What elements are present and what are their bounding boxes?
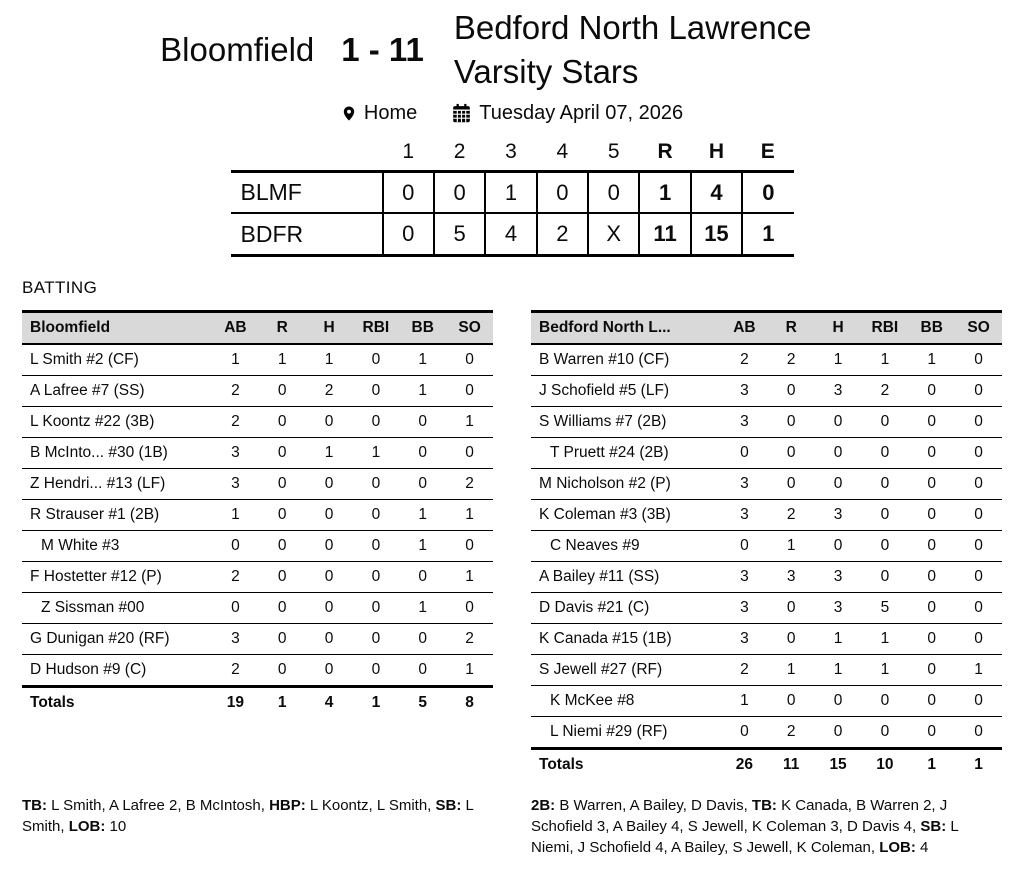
player-stat-cell: 0 (259, 406, 306, 437)
totals-row (531, 748, 1002, 780)
summary-score-cell: 15 (691, 213, 742, 255)
player-stat-cell: 1 (212, 499, 259, 530)
player-stat-cell: 0 (861, 561, 908, 592)
summary-column-header: R (657, 139, 673, 163)
stat-column-header: BB (908, 311, 955, 344)
stat-column-header: R (768, 311, 815, 344)
stat-note-label: HBP: (269, 796, 306, 814)
player-stat-cell: 1 (815, 623, 862, 654)
player-stat-cell: 0 (306, 499, 353, 530)
player-name-cell: T Pruett #24 (2B) (531, 437, 721, 468)
stat-note-label: 2B: (531, 796, 556, 814)
player-stat-cell: 0 (259, 623, 306, 654)
player-stat-cell: 3 (721, 499, 768, 530)
player-name-cell: K Coleman #3 (3B) (531, 499, 721, 530)
summary-score-cell: 0 (742, 171, 793, 213)
linescore-corner-cell (231, 140, 383, 172)
summary-column-header: H (708, 139, 725, 163)
away-batting-notes: TB: L Smith, A Lafree 2, B McIntosh, HBP: L Koontz, L Smith, SB: L Smith, LOB: 10 (22, 796, 474, 835)
player-name-cell: B McInto... #30 (1B) (22, 437, 212, 468)
summary-score-cell: 4 (691, 171, 742, 213)
player-stat-cell: 0 (259, 530, 306, 561)
player-stat-cell: 0 (768, 468, 815, 499)
player-stat-cell: 0 (908, 499, 955, 530)
player-stat-cell: 0 (768, 437, 815, 468)
calendar-icon (451, 103, 472, 124)
inning-score-cell: 1 (485, 171, 536, 213)
player-stat-cell: 0 (955, 375, 1002, 406)
inning-score-cell: 5 (434, 213, 485, 255)
player-stat-cell: 0 (908, 468, 955, 499)
player-stat-cell: 1 (306, 437, 353, 468)
player-stat-cell: 0 (908, 406, 955, 437)
totals-row (22, 686, 493, 718)
player-stat-cell: 0 (955, 592, 1002, 623)
player-stat-cell: 0 (955, 406, 1002, 437)
player-stat-cell: 0 (815, 437, 862, 468)
player-stat-cell: 0 (352, 468, 399, 499)
stat-column-header: AB (721, 311, 768, 344)
player-row (531, 561, 1002, 592)
player-stat-cell: 1 (721, 685, 768, 716)
player-stat-cell: 1 (446, 654, 493, 686)
player-stat-cell: 0 (352, 499, 399, 530)
player-stat-cell: 1 (446, 499, 493, 530)
inning-score-cell: X (588, 213, 639, 255)
player-row (531, 530, 1002, 561)
player-stat-cell: 0 (259, 561, 306, 592)
player-stat-cell: 0 (908, 685, 955, 716)
player-stat-cell: 0 (815, 468, 862, 499)
player-stat-cell: 0 (259, 437, 306, 468)
player-stat-cell: 1 (306, 344, 353, 376)
player-row (531, 716, 1002, 748)
player-stat-cell: 0 (306, 406, 353, 437)
player-stat-cell: 3 (212, 437, 259, 468)
batting-section (0, 278, 1024, 858)
player-stat-cell: 1 (399, 530, 446, 561)
summary-column-header: E (760, 139, 775, 163)
player-row (22, 468, 493, 499)
totals-stat-cell: 5 (399, 686, 446, 718)
player-stat-cell: 3 (815, 561, 862, 592)
batting-team-label: Bedford North L... (531, 311, 721, 344)
player-stat-cell: 0 (768, 685, 815, 716)
player-stat-cell: 3 (721, 623, 768, 654)
player-stat-cell: 0 (815, 685, 862, 716)
inning-column-header: 1 (402, 139, 415, 163)
player-stat-cell: 0 (352, 592, 399, 623)
player-stat-cell: 0 (815, 716, 862, 748)
summary-score-cell: 11 (639, 213, 690, 255)
player-stat-cell: 2 (212, 375, 259, 406)
player-row (22, 437, 493, 468)
inning-score-cell: 0 (383, 171, 434, 213)
player-stat-cell: 0 (908, 530, 955, 561)
player-name-cell: R Strauser #1 (2B) (22, 499, 212, 530)
player-name-cell: Z Hendri... #13 (LF) (22, 468, 212, 499)
player-stat-cell: 2 (768, 499, 815, 530)
player-stat-cell: 0 (955, 685, 1002, 716)
stat-note-label: TB: (751, 796, 777, 814)
player-stat-cell: 1 (815, 654, 862, 685)
player-stat-cell: 0 (446, 437, 493, 468)
totals-stat-cell: 1 (908, 748, 955, 780)
stat-note-label: TB: (22, 796, 47, 814)
batting-tables-row (22, 310, 1002, 780)
player-stat-cell: 2 (212, 406, 259, 437)
player-stat-cell: 0 (955, 344, 1002, 376)
stat-note-label: SB: (435, 796, 462, 814)
inning-column-header: 5 (607, 139, 620, 163)
stat-column-header: SO (446, 311, 493, 344)
player-row (22, 530, 493, 561)
linescore-team-row (231, 213, 794, 255)
player-stat-cell: 0 (955, 716, 1002, 748)
totals-stat-cell: 1 (352, 686, 399, 718)
player-stat-cell: 2 (768, 344, 815, 376)
player-stat-cell: 2 (446, 468, 493, 499)
totals-label-cell: Totals (531, 748, 721, 780)
totals-stat-cell: 15 (815, 748, 862, 780)
player-stat-cell: 0 (955, 561, 1002, 592)
player-stat-cell: 1 (861, 623, 908, 654)
player-stat-cell: 0 (768, 592, 815, 623)
player-stat-cell: 0 (306, 561, 353, 592)
player-stat-cell: 0 (908, 437, 955, 468)
player-stat-cell: 3 (815, 499, 862, 530)
inning-column-header: 4 (556, 139, 569, 163)
player-stat-cell: 1 (399, 344, 446, 376)
player-stat-cell: 3 (721, 468, 768, 499)
player-stat-cell: 0 (861, 468, 908, 499)
player-stat-cell: 3 (721, 406, 768, 437)
player-stat-cell: 1 (955, 654, 1002, 685)
player-stat-cell: 0 (399, 406, 446, 437)
totals-stat-cell: 10 (861, 748, 908, 780)
batting-notes-row (22, 795, 1002, 858)
player-name-cell: L Niemi #29 (RF) (531, 716, 721, 748)
player-row (531, 685, 1002, 716)
player-stat-cell: 0 (908, 592, 955, 623)
totals-stat-cell: 1 (259, 686, 306, 718)
batting-team-label: Bloomfield (22, 311, 212, 344)
home-batting-notes: 2B: B Warren, A Bailey, D Davis, TB: K Canada, B Warren 2, J Schofield 3, A Bailey 4, S Jewell, K Coleman 3, D Davis 4, SB: L Niemi, J Schofield 4, A Bailey, S Jewell, K Coleman, LOB: 4 (531, 796, 959, 856)
player-name-cell: D Hudson #9 (C) (22, 654, 212, 686)
inning-score-cell: 0 (537, 171, 588, 213)
match-score: 1 - 11 (341, 30, 424, 68)
player-row (22, 654, 493, 686)
summary-score-cell: 1 (639, 171, 690, 213)
player-stat-cell: 5 (861, 592, 908, 623)
inning-score-cell: 2 (537, 213, 588, 255)
player-stat-cell: 3 (212, 623, 259, 654)
player-row (22, 592, 493, 623)
player-stat-cell: 2 (721, 344, 768, 376)
player-row (531, 623, 1002, 654)
player-stat-cell: 0 (259, 499, 306, 530)
player-row (531, 499, 1002, 530)
player-stat-cell: 0 (861, 716, 908, 748)
player-row (22, 375, 493, 406)
player-name-cell: L Koontz #22 (3B) (22, 406, 212, 437)
player-stat-cell: 0 (352, 406, 399, 437)
player-name-cell: C Neaves #9 (531, 530, 721, 561)
away-batting-table (22, 310, 493, 718)
player-stat-cell: 1 (352, 437, 399, 468)
player-row (22, 406, 493, 437)
player-stat-cell: 0 (352, 561, 399, 592)
stat-note-label: LOB: (68, 817, 106, 835)
player-stat-cell: 0 (768, 623, 815, 654)
player-stat-cell: 0 (306, 623, 353, 654)
player-stat-cell: 0 (306, 654, 353, 686)
player-stat-cell: 0 (955, 623, 1002, 654)
player-stat-cell: 0 (259, 654, 306, 686)
player-stat-cell: 0 (721, 437, 768, 468)
player-stat-cell: 2 (306, 375, 353, 406)
player-stat-cell: 0 (908, 654, 955, 685)
player-stat-cell: 0 (861, 530, 908, 561)
inning-column-header: 3 (505, 139, 517, 163)
home-batting-table (531, 310, 1002, 780)
player-stat-cell: 1 (768, 530, 815, 561)
player-stat-cell: 0 (768, 406, 815, 437)
totals-stat-cell: 4 (306, 686, 353, 718)
player-stat-cell: 0 (306, 592, 353, 623)
player-row (531, 406, 1002, 437)
player-stat-cell: 0 (259, 592, 306, 623)
totals-label-cell: Totals (22, 686, 212, 718)
player-name-cell: M White #3 (22, 530, 212, 561)
stat-note-label: LOB: (879, 838, 916, 856)
player-stat-cell: 1 (259, 344, 306, 376)
player-row (531, 468, 1002, 499)
player-name-cell: B Warren #10 (CF) (531, 344, 721, 376)
player-stat-cell: 0 (955, 437, 1002, 468)
player-name-cell: L Smith #2 (CF) (22, 344, 212, 376)
player-stat-cell: 0 (908, 561, 955, 592)
away-team-name: Bloomfield (160, 30, 315, 68)
linescore-team-row (231, 171, 794, 213)
player-row (22, 623, 493, 654)
player-stat-cell: 2 (861, 375, 908, 406)
stat-column-header: H (306, 311, 353, 344)
player-stat-cell: 0 (399, 468, 446, 499)
stat-column-header: SO (955, 311, 1002, 344)
team-abbreviation-cell: BLMF (231, 171, 383, 213)
game-meta-row (0, 102, 1024, 125)
player-row (22, 499, 493, 530)
player-stat-cell: 0 (352, 375, 399, 406)
team-abbreviation-cell: BDFR (231, 213, 383, 255)
player-stat-cell: 1 (815, 344, 862, 376)
player-stat-cell: 0 (721, 530, 768, 561)
player-stat-cell: 0 (861, 499, 908, 530)
player-name-cell: D Davis #21 (C) (531, 592, 721, 623)
player-name-cell: S Williams #7 (2B) (531, 406, 721, 437)
player-stat-cell: 2 (446, 623, 493, 654)
inning-score-cell: 0 (434, 171, 485, 213)
player-stat-cell: 0 (815, 530, 862, 561)
player-stat-cell: 0 (768, 375, 815, 406)
stat-column-header: AB (212, 311, 259, 344)
player-stat-cell: 0 (352, 654, 399, 686)
player-stat-cell: 0 (861, 437, 908, 468)
stat-column-header: BB (399, 311, 446, 344)
totals-stat-cell: 8 (446, 686, 493, 718)
player-stat-cell: 0 (306, 530, 353, 561)
player-stat-cell: 0 (259, 375, 306, 406)
player-stat-cell: 0 (446, 344, 493, 376)
player-name-cell: A Bailey #11 (SS) (531, 561, 721, 592)
location-pin-icon (341, 103, 357, 124)
player-row (531, 654, 1002, 685)
player-stat-cell: 0 (352, 623, 399, 654)
player-stat-cell: 0 (446, 592, 493, 623)
player-row (531, 344, 1002, 376)
player-stat-cell: 0 (259, 468, 306, 499)
player-row (22, 561, 493, 592)
player-stat-cell: 0 (212, 592, 259, 623)
game-location (341, 102, 417, 125)
linescore-header-row (231, 140, 794, 172)
player-stat-cell: 0 (908, 623, 955, 654)
inning-score-cell: 0 (588, 171, 639, 213)
player-stat-cell: 0 (815, 406, 862, 437)
player-stat-cell: 0 (446, 530, 493, 561)
player-row (531, 375, 1002, 406)
player-stat-cell: 3 (721, 561, 768, 592)
player-stat-cell: 0 (399, 654, 446, 686)
player-stat-cell: 1 (768, 654, 815, 685)
player-stat-cell: 1 (908, 344, 955, 376)
player-stat-cell: 0 (352, 344, 399, 376)
player-stat-cell: 1 (446, 561, 493, 592)
player-stat-cell: 0 (861, 406, 908, 437)
player-name-cell: F Hostetter #12 (P) (22, 561, 212, 592)
batting-section-label: BATTING (22, 277, 98, 297)
player-stat-cell: 3 (212, 468, 259, 499)
player-stat-cell: 3 (815, 592, 862, 623)
totals-stat-cell: 1 (955, 748, 1002, 780)
player-name-cell: Z Sissman #00 (22, 592, 212, 623)
player-stat-cell: 2 (721, 654, 768, 685)
totals-stat-cell: 11 (768, 748, 815, 780)
stat-note-label: SB: (920, 817, 947, 835)
player-stat-cell: 2 (768, 716, 815, 748)
player-stat-cell: 3 (721, 592, 768, 623)
player-stat-cell: 0 (955, 530, 1002, 561)
totals-stat-cell: 26 (721, 748, 768, 780)
game-date-label: Tuesday April 07, 2026 (479, 101, 684, 124)
player-stat-cell: 0 (399, 437, 446, 468)
player-name-cell: K Canada #15 (1B) (531, 623, 721, 654)
player-name-cell: A Lafree #7 (SS) (22, 375, 212, 406)
player-stat-cell: 0 (399, 623, 446, 654)
player-name-cell: G Dunigan #20 (RF) (22, 623, 212, 654)
inning-column-header: 2 (453, 139, 466, 163)
player-stat-cell: 0 (399, 561, 446, 592)
player-stat-cell: 1 (861, 654, 908, 685)
batting-header-row (22, 311, 493, 344)
player-stat-cell: 0 (955, 468, 1002, 499)
home-team-name: Bedford North Lawrence Varsity Stars (453, 9, 812, 90)
linescore-table (231, 140, 794, 257)
player-stat-cell: 1 (399, 592, 446, 623)
player-stat-cell: 0 (908, 375, 955, 406)
player-stat-cell: 2 (212, 561, 259, 592)
player-stat-cell: 3 (721, 375, 768, 406)
player-stat-cell: 1 (446, 406, 493, 437)
player-stat-cell: 1 (861, 344, 908, 376)
player-stat-cell: 1 (212, 344, 259, 376)
player-stat-cell: 0 (721, 716, 768, 748)
stat-column-header: RBI (861, 311, 908, 344)
match-header (0, 0, 1024, 94)
game-location-label: Home (363, 101, 418, 124)
player-stat-cell: 3 (768, 561, 815, 592)
player-row (531, 437, 1002, 468)
stat-column-header: RBI (352, 311, 399, 344)
stat-column-header: R (259, 311, 306, 344)
batting-header-row (531, 311, 1002, 344)
player-stat-cell: 0 (908, 716, 955, 748)
stat-column-header: H (815, 311, 862, 344)
player-name-cell: K McKee #8 (531, 685, 721, 716)
game-date (451, 102, 683, 125)
player-name-cell: M Nicholson #2 (P) (531, 468, 721, 499)
player-stat-cell: 0 (861, 685, 908, 716)
player-stat-cell: 3 (815, 375, 862, 406)
player-stat-cell: 1 (399, 499, 446, 530)
player-row (22, 344, 493, 376)
summary-score-cell: 1 (742, 213, 793, 255)
totals-stat-cell: 19 (212, 686, 259, 718)
player-stat-cell: 0 (212, 530, 259, 561)
player-stat-cell: 1 (399, 375, 446, 406)
inning-score-cell: 0 (383, 213, 434, 255)
player-name-cell: S Jewell #27 (RF) (531, 654, 721, 685)
player-stat-cell: 0 (306, 468, 353, 499)
player-stat-cell: 0 (446, 375, 493, 406)
player-row (531, 592, 1002, 623)
inning-score-cell: 4 (485, 213, 536, 255)
player-name-cell: J Schofield #5 (LF) (531, 375, 721, 406)
player-stat-cell: 0 (352, 530, 399, 561)
player-stat-cell: 2 (212, 654, 259, 686)
player-stat-cell: 0 (955, 499, 1002, 530)
